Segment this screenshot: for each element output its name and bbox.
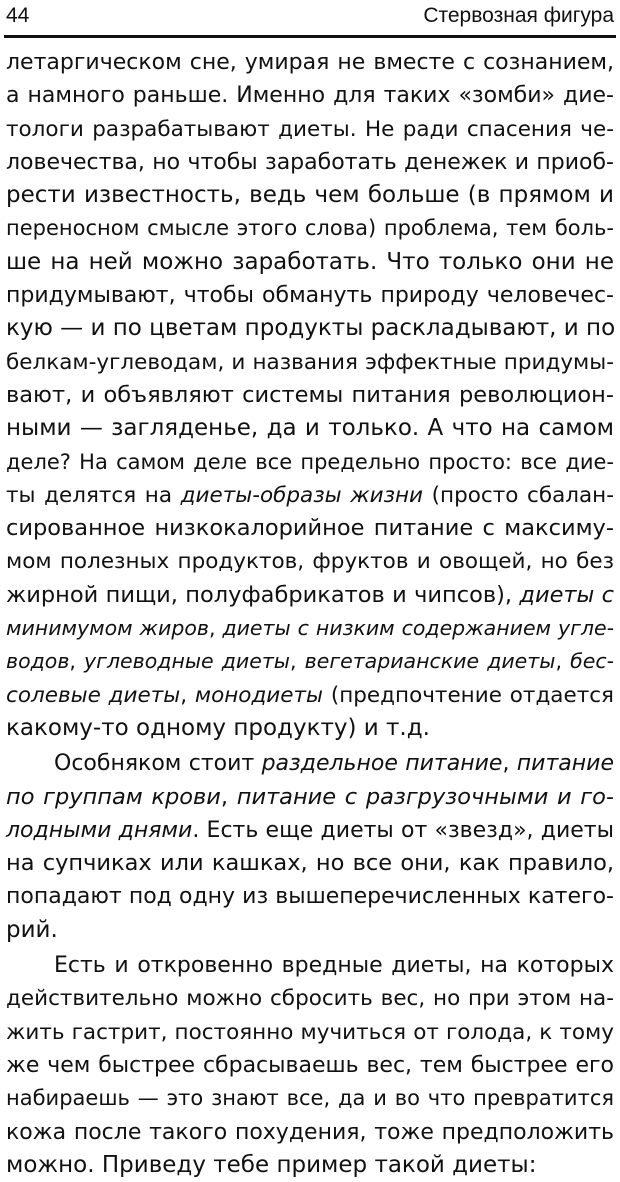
text-line	[6, 412, 614, 445]
body-text	[6, 46, 614, 1182]
text-segment: жирной пищи, полуфабрикатов и чипсов),	[6, 581, 520, 608]
text-segment: ными — загляденье, да и только. А что на самом	[6, 415, 614, 442]
text-line	[6, 346, 614, 379]
running-title: Стервозная фигура	[423, 4, 614, 27]
text-segment: жить гастрит, постоянно мучиться от голода, к тому	[6, 1019, 614, 1045]
italic-text-segment: углеводные диеты	[84, 649, 290, 674]
italic-text-segment: вегетарианские диеты	[304, 649, 556, 674]
text-line	[6, 1149, 614, 1182]
text-segment: белкам-углеводам, и названия эффектные придумы-	[6, 349, 614, 375]
text-segment: тологи разрабатывают диеты. Не ради спасения че-	[6, 116, 614, 142]
text-line	[6, 645, 614, 678]
italic-text-segment: диеты-образы жизни	[180, 482, 424, 508]
text-segment: кожа после такого похудения, тоже предположить	[6, 1119, 614, 1145]
text-line	[6, 949, 614, 982]
text-line	[6, 113, 614, 146]
italic-text-segment: бес-	[570, 649, 614, 674]
text-segment: же чем быстрее сбрасываешь вес, тем быстрее его	[6, 1052, 614, 1078]
text-line	[6, 79, 614, 112]
text-line	[6, 312, 614, 345]
text-segment: ,	[555, 649, 571, 674]
text-line	[6, 446, 614, 479]
text-segment: (предпочтение отдается	[323, 682, 614, 708]
text-segment: . Есть еще диеты от «звезд», диеты	[192, 817, 614, 843]
italic-text-segment: лодными днями	[6, 817, 193, 843]
text-segment: ,	[180, 682, 195, 708]
text-line	[6, 146, 614, 179]
text-segment: ты делятся на	[6, 482, 181, 508]
text-segment: переносном смысле этого слова) проблема, тем боль-	[6, 216, 614, 241]
text-line	[6, 246, 614, 279]
text-line	[6, 1082, 614, 1115]
italic-text-segment: питание	[516, 751, 614, 777]
italic-text-segment: солевые диеты	[6, 682, 181, 708]
text-segment: рести известность, ведь чем больше (в прямом и	[6, 182, 614, 209]
text-line	[6, 479, 614, 512]
text-segment: Есть и откровенно вредные диеты, на которых	[54, 953, 614, 979]
italic-text-segment: питание с разгрузочными и го-	[236, 783, 615, 810]
italic-text-segment: монодиеты	[194, 682, 324, 708]
text-line	[6, 1016, 614, 1049]
text-line	[6, 579, 614, 612]
italic-text-segment: по группам крови	[6, 783, 221, 810]
text-segment: ,	[208, 616, 223, 641]
page-number: 44	[6, 4, 30, 27]
text-segment: сированное низкокалорийное питание с максиму-	[6, 515, 614, 542]
text-segment: на супчиках или кашках, но все они, как правило,	[6, 850, 614, 877]
text-segment: кую — и по цветам продукты раскладывают, и по	[6, 315, 616, 342]
text-segment: ловечества, но чтобы заработать денежек и приоб-	[6, 149, 614, 175]
text-line	[6, 712, 614, 745]
text-segment: действительно можно сбросить вес, но при этом на-	[6, 986, 614, 1012]
text-line	[6, 679, 614, 712]
text-line	[6, 880, 614, 913]
text-segment: какому-то одному продукту) и т.д.	[6, 714, 430, 741]
text-segment: рий.	[6, 916, 58, 943]
text-line	[6, 982, 614, 1015]
text-segment: деле? На самом деле все предельно просто: все дие-	[6, 449, 614, 474]
text-segment: Особняком стоит	[54, 751, 262, 777]
italic-text-segment: раздельное питание	[261, 751, 503, 777]
text-line	[6, 1049, 614, 1082]
text-line	[6, 545, 614, 578]
text-segment: ше на ней можно заработать. Что только они не	[6, 248, 614, 275]
text-line	[6, 847, 614, 880]
text-line	[6, 279, 614, 312]
page-header	[6, 2, 614, 32]
text-line	[6, 1116, 614, 1149]
italic-text-segment: водов	[6, 649, 70, 674]
italic-text-segment: диеты с низким содержанием угле-	[222, 616, 614, 641]
text-line	[6, 179, 614, 212]
text-segment: мом полезных продуктов, фруктов и овощей, но без	[6, 549, 614, 575]
italic-text-segment: минимумом жиров	[6, 616, 209, 641]
text-segment: можно. Приведу тебе пример такой диеты:	[6, 1151, 537, 1178]
text-segment: ,	[502, 751, 517, 777]
text-line	[6, 212, 614, 245]
text-segment: (просто сбалан-	[423, 482, 614, 508]
text-line	[6, 747, 614, 780]
text-line	[6, 814, 614, 847]
text-line	[6, 512, 614, 545]
text-segment: придумывают, чтобы обмануть природу человечес-	[6, 283, 614, 309]
text-segment: попадают под одну из вышеперечисленных катего-	[6, 884, 614, 910]
text-segment: вают, и объявляют системы питания революцион-	[6, 381, 614, 408]
text-line	[6, 612, 614, 645]
text-line	[6, 46, 614, 79]
text-segment: ,	[69, 649, 85, 674]
text-segment: набираешь — это знают все, да и во что превратится	[6, 1086, 614, 1111]
text-segment: летаргическом сне, умирая не вместе с сознанием,	[6, 50, 614, 75]
text-line	[6, 914, 614, 947]
text-segment: ,	[290, 649, 305, 674]
text-segment: ,	[220, 783, 237, 810]
text-line	[6, 379, 614, 412]
italic-text-segment: диеты с	[519, 581, 615, 608]
header-rule	[4, 35, 616, 38]
text-segment: а намного раньше. Именно для таких «зомби» дие-	[6, 83, 614, 109]
text-line	[6, 781, 614, 814]
